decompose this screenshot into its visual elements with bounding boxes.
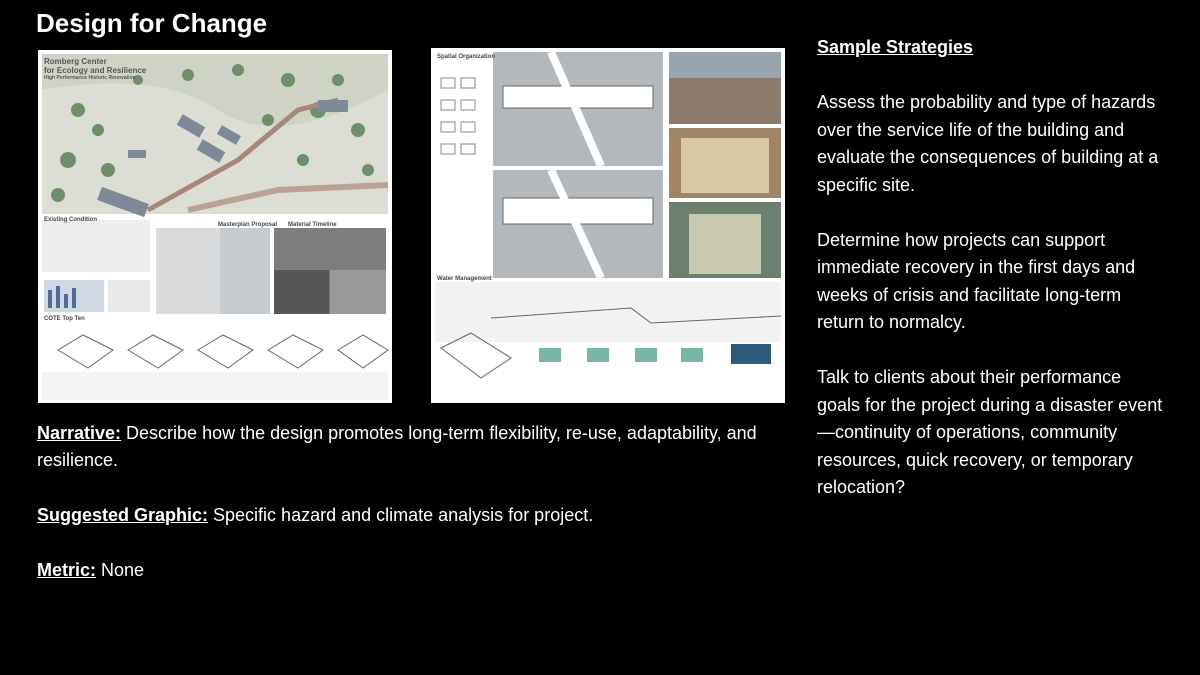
poster-section-label: Water Management (437, 276, 492, 282)
spatial-organization-poster-image (431, 48, 785, 403)
sample-strategies-heading: Sample Strategies (817, 37, 974, 57)
site-plan-illustration (38, 50, 392, 403)
metric-paragraph (37, 557, 807, 584)
suggested-graphic-text: Specific hazard and climate analysis for project. (208, 505, 594, 525)
poster-section-label: Material Timeline (288, 222, 337, 228)
strategy-paragraph: Assess the probability and type of hazards over the service life of the building and evaluate the consequences of building at a specific site. (817, 92, 1159, 195)
metric-text: None (96, 560, 145, 580)
slide-title: Design for Change (36, 8, 268, 38)
poster-section-label: Masterplan Proposal (218, 222, 278, 228)
poster-heading (44, 57, 146, 82)
poster-section-label: COTE Top Ten (44, 316, 85, 322)
poster-section-label: Spatial Organization (437, 54, 496, 60)
strategy-paragraph: Determine how projects can support immediate recovery in the first days and weeks of crisis and facilitate long-term return to normalcy. (817, 229, 1136, 332)
narrative-text: Describe how the design promotes long-term flexibility, re-use, adaptability, and resilience. (37, 423, 757, 470)
poster-heading-line: for Ecology and Resilience (44, 66, 147, 75)
narrative-paragraph (37, 420, 807, 474)
suggested-graphic-paragraph (37, 502, 807, 529)
sample-strategies-panel (817, 34, 1167, 529)
poster-subheading: High Performance Historic Renovation (44, 75, 136, 81)
suggested-graphic-label: Suggested Graphic: (37, 505, 209, 525)
poster-section-label: Existing Condition (44, 217, 97, 223)
strategy-paragraph: Talk to clients about their performance goals for the project during a disaster event—continuity of operations, community resources, quick recovery, or temporary relocation? (817, 367, 1163, 497)
poster-heading-line: Romberg Center (44, 57, 107, 66)
metric-label: Metric: (37, 560, 97, 580)
romberg-center-poster-image (38, 50, 392, 403)
plans-and-renderings-illustration (431, 48, 785, 403)
narrative-label: Narrative: (37, 423, 122, 443)
